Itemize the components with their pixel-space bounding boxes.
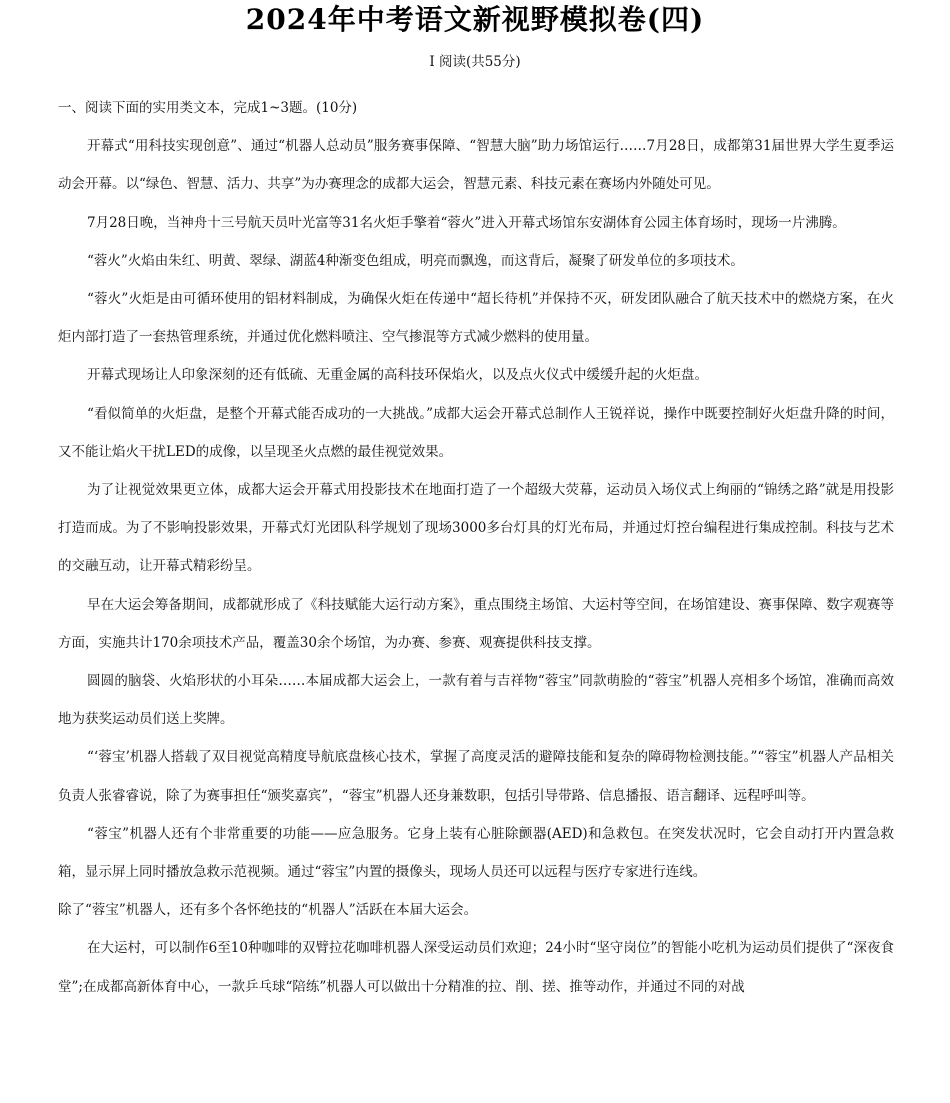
section-header: Ⅰ 阅读(共55分) — [429, 54, 521, 70]
paragraph: 除了“蓉宝”机器人，还有多个各怀绝技的“机器人”活跃在本届大运会。 — [58, 902, 478, 919]
paragraph: 早在大运会筹备期间，成都就形成了《科技赋能大运行动方案》，重点围绕主场馆、大运村等空间，在场馆建设、赛事保障、数字观赛等方面，实施共计170余项技术产品，覆盖30余个场馆，为办赛、参赛、观赛提供科技支撑。 — [58, 596, 894, 651]
paragraph: 为了让视觉效果更立体，成都大运会开幕式用投影技术在地面打造了一个超级大荧幕，运动员入场仪式上绚丽的“锦绣之路”就是用投影打造而成。为了不影响投影效果，开幕式灯光团队科学规划了现场3000多台灯具的灯光布局，并通过灯控台编程进行集成控制。科技与艺术的交融互动，让开幕式精彩纷呈。 — [58, 482, 894, 575]
question-intro: 一、阅读下面的实用类文本，完成1~3题。(10分) — [58, 100, 358, 116]
reading-passage — [58, 89, 894, 1006]
exam-title: 2024年中考语文新视野模拟卷(四) — [245, 3, 705, 36]
paragraph: “看似简单的火炬盘，是整个开幕式能否成功的一大挑战。”成都大运会开幕式总制作人王锐祥说，操作中既要控制好火炬盘升降的时间，又不能让焰火干扰LED的成像，以呈现圣火点燃的最佳视觉效果。 — [58, 405, 894, 460]
paragraph: 开幕式“用科技实现创意”、通过“机器人总动员”服务赛事保障、“智慧大脑”助力场馆运行……7月28日，成都第31届世界大学生夏季运动会开幕。以“绿色、智慧、活力、共享”为办赛理念的成都大运会，智慧元素、科技元素在赛场内外随处可见。 — [58, 138, 894, 193]
paragraph: “‘蓉宝’机器人搭载了双目视觉高精度导航底盘核心技术，掌握了高度灵活的避障技能和复杂的障碍物检测技能。”“蓉宝”机器人产品相关负责人张睿睿说，除了为赛事担任“颁奖嘉宾”，“蓉宝”机器人还身兼数职，包括引导带路、信息播报、语言翻译、远程呼叫等。 — [58, 749, 894, 804]
paragraph: “蓉火”火焰由朱红、明黄、翠绿、湖蓝4种渐变色组成，明亮而飘逸，而这背后，凝聚了研发单位的多项技术。 — [87, 252, 744, 269]
paragraph: 在大运村，可以制作6至10种咖啡的双臂拉花咖啡机器人深受运动员们欢迎；24小时“坚守岗位”的智能小吃机为运动员们提供了“深夜食堂”;在成都高新体育中心，一款乒乓球“陪练”机器人可以做出十分精准的拉、削、搓、推等动作，并通过不同的对战 — [58, 940, 894, 995]
paragraph: 开幕式现场让人印象深刻的还有低硫、无重金属的高科技环保焰火，以及点火仪式中缓缓升起的火炬盘。 — [87, 367, 708, 384]
paragraph: “蓉宝”机器人还有个非常重要的功能——应急服务。它身上装有心脏除颤器(AED)和急救包。在突发状况时，它会自动打开内置急救箱，显示屏上同时播放急救示范视频。通过“蓉宝”内置的摄像头，现场人员还可以远程与医疗专家进行连线。 — [58, 825, 894, 881]
paragraph: “蓉火”火炬是由可循环使用的铝材料制成，为确保火炬在传递中“超长待机”并保持不灭，研发团队融合了航天技术中的燃烧方案，在火炬内部打造了一套热管理系统，并通过优化燃料喷注、空气掺混等方式减少燃料的使用量。 — [58, 291, 894, 346]
paragraph: 7月28日晚，当神舟十三号航天员叶光富等31名火炬手擎着“蓉火”进入开幕式场馆东安湖体育公园主体育场时，现场一片沸腾。 — [87, 214, 846, 231]
paragraph: 圆圆的脑袋、火焰形状的小耳朵……本届成都大运会上，一款有着与吉祥物“蓉宝”同款萌脸的“蓉宝”机器人亮相多个场馆，准确而高效地为获奖运动员们送上奖牌。 — [58, 673, 894, 728]
